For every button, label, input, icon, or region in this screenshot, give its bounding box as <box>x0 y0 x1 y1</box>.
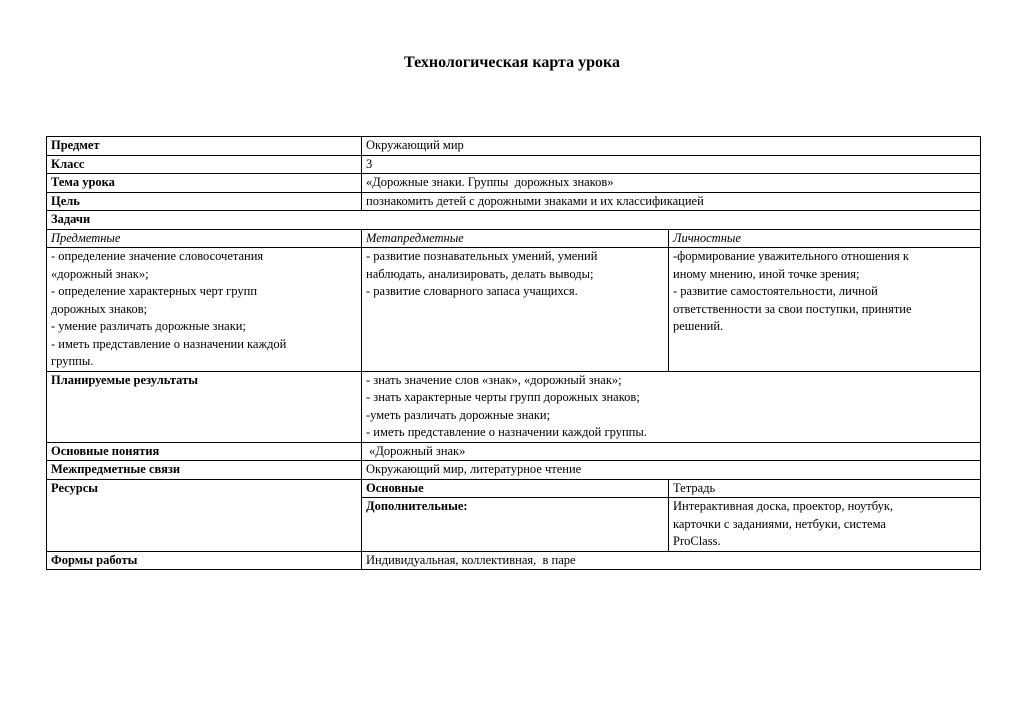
results-line: - иметь представление о назначении каждой группы. <box>366 425 647 439</box>
tasks-label: Задачи <box>47 211 981 230</box>
topic-value: «Дорожные знаки. Группы дорожных знаков» <box>362 174 981 193</box>
tasks-personal-cell <box>669 248 981 372</box>
tasks-subject-line: «дорожный знак»; <box>51 266 149 281</box>
row-topic <box>47 174 981 193</box>
tasks-header-personal: Личностные <box>669 229 981 248</box>
subject-value: Окружающий мир <box>362 137 981 156</box>
concepts-label: Основные понятия <box>47 442 362 461</box>
results-label: Планируемые результаты <box>47 371 362 442</box>
tasks-subject-line: - иметь представление о назначении каждой <box>51 336 287 351</box>
results-line: -уметь различать дорожные знаки; <box>366 407 551 422</box>
row-links <box>47 461 981 480</box>
tasks-personal-line: ответственности за свои поступки, принятие <box>673 301 912 316</box>
grade-label: Класс <box>47 155 362 174</box>
concepts-value: «Дорожный знак» <box>362 442 981 461</box>
row-concepts <box>47 442 981 461</box>
tasks-subject-line: группы. <box>51 354 94 368</box>
tasks-meta-line: - развитие познавательных умений, умений <box>366 249 598 263</box>
tasks-meta-cell <box>362 248 669 372</box>
goal-label: Цель <box>47 192 362 211</box>
tasks-personal-line: иному мнению, иной точке зрения; <box>673 266 860 281</box>
tasks-subject-line: дорожных знаков; <box>51 301 148 316</box>
results-line: - знать значение слов «знак», «дорожный знак»; <box>366 372 622 387</box>
tasks-header-meta: Метапредметные <box>362 229 669 248</box>
row-tasks-headers <box>47 229 981 248</box>
tasks-header-subject: Предметные <box>47 229 362 248</box>
resources-extra-line: ProClass. <box>673 534 721 548</box>
resources-extra-label: Дополнительные: <box>362 498 669 552</box>
resources-extra-cell <box>669 498 981 552</box>
row-results <box>47 371 981 442</box>
resources-extra-line: карточки с заданиями, нетбуки, система <box>673 516 886 531</box>
page-title: Технологическая карта урока <box>404 54 620 71</box>
forms-label: Формы работы <box>47 551 362 570</box>
lesson-table <box>46 136 981 570</box>
grade-value: 3 <box>362 155 981 174</box>
resources-extra-line: Интерактивная доска, проектор, ноутбук, <box>673 499 894 513</box>
tasks-personal-line: - развитие самостоятельности, личной <box>673 284 878 298</box>
links-label: Межпредметные связи <box>47 461 362 480</box>
goal-value: познакомить детей с дорожными знаками и их классификацией <box>362 192 981 211</box>
resources-label: Ресурсы <box>47 479 362 551</box>
topic-label: Тема урока <box>47 174 362 193</box>
row-tasks-content <box>47 248 981 372</box>
tasks-personal-line: решений. <box>673 319 724 333</box>
tasks-subject-line: - определение значение словосочетания <box>51 249 264 263</box>
row-goal <box>47 192 981 211</box>
links-value: Окружающий мир, литературное чтение <box>362 461 981 480</box>
row-resources-main <box>47 479 981 498</box>
subject-label: Предмет <box>47 137 362 156</box>
row-forms <box>47 551 981 570</box>
results-cell <box>362 371 981 442</box>
tasks-subject-line: - умение различать дорожные знаки; <box>51 319 246 333</box>
tasks-meta-line: - развитие словарного запаса учащихся. <box>366 284 578 298</box>
resources-main-label: Основные <box>362 479 669 498</box>
row-grade <box>47 155 981 174</box>
tasks-personal-line: -формирование уважительного отношения к <box>673 249 909 263</box>
row-subject <box>47 137 981 156</box>
results-line: - знать характерные черты групп дорожных знаков; <box>366 390 640 404</box>
tasks-subject-cell <box>47 248 362 372</box>
resources-main-value: Тетрадь <box>669 479 981 498</box>
tasks-meta-line: наблюдать, анализировать, делать выводы; <box>366 266 594 281</box>
forms-value: Индивидуальная, коллективная, в паре <box>362 551 981 570</box>
row-tasks <box>47 211 981 230</box>
tasks-subject-line: - определение характерных черт групп <box>51 284 258 298</box>
